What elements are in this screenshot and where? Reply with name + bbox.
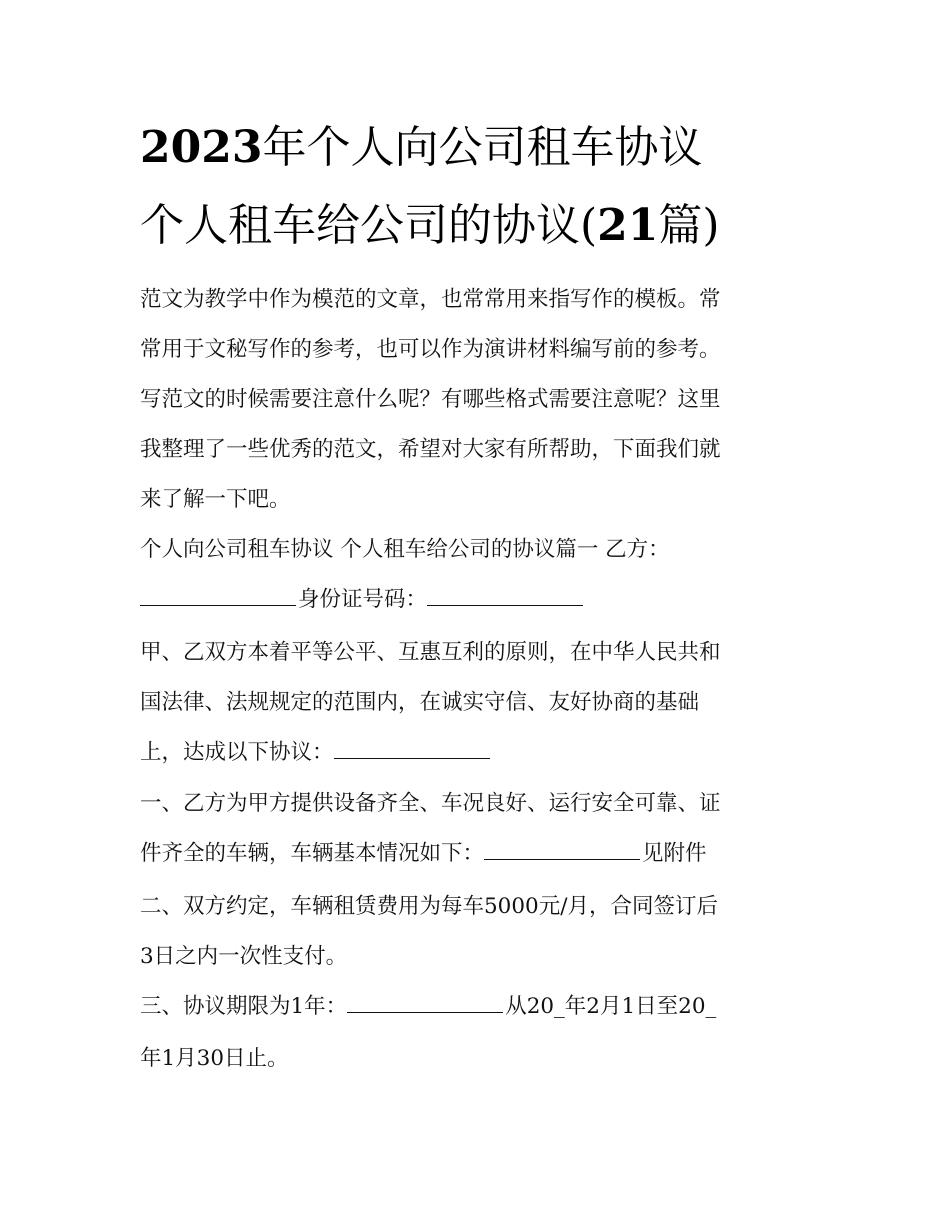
body-line: 来了解一下吧。 [140,487,291,512]
vehicle-line [140,838,820,870]
id-line [140,584,820,616]
attachment-suffix: 见附件 [642,841,707,866]
body-line: 年1月30日止。 [140,1046,289,1071]
blank-underline [334,738,490,759]
body-line: 一、乙方为甲方提供设备齐全、车况良好、运行安全可靠、证 [140,791,721,816]
title-year: 2023 [140,122,263,173]
blank-underline [427,585,583,606]
period-line [140,991,820,1023]
blank-underline [347,992,503,1013]
title-line-2-tail: 篇) [658,200,720,251]
body-line: 国法律、法规规定的范围内，在诚实守信、友好协商的基础 [140,690,700,715]
period-suffix: 从20_年2月1日至20_ [505,994,717,1019]
vehicle-text: 件齐全的车辆，车辆基本情况如下： [140,841,485,866]
document-title-line-2 [140,196,840,256]
period-text: 三、协议期限为1年： [140,994,348,1019]
blank-underline [484,839,640,860]
blank-underline [140,585,296,606]
document-title-line-1 [140,118,840,178]
id-label: 身份证号码： [298,587,428,612]
title-count: 21 [597,200,659,251]
body-line: 写范文的时候需要注意什么呢？有哪些格式需要注意呢？这里 [140,387,721,412]
title-line-2-text: 个人租车给公司的协议( [140,200,598,251]
body-line: 二、双方约定，车辆租赁费用为每车5000元/月，合同签订后 [140,894,718,919]
agreement-line [140,737,820,769]
title-line-1-text: 年个人向公司租车协议 [262,122,703,173]
body-line: 常用于文秘写作的参考，也可以作为演讲材料编写前的参考。 [140,337,721,362]
body-line: 甲、乙双方本着平等公平、互惠互利的原则，在中华人民共和 [140,640,721,665]
section-heading-line: 个人向公司租车协议 个人租车给公司的协议篇一 乙方： [140,537,670,562]
body-line: 3日之内一次性支付。 [140,944,348,969]
body-line: 我整理了一些优秀的范文，希望对大家有所帮助，下面我们就 [140,437,721,462]
body-line: 范文为教学中作为模范的文章，也常常用来指写作的模板。常 [140,287,721,312]
agreement-text: 上，达成以下协议： [140,740,334,765]
